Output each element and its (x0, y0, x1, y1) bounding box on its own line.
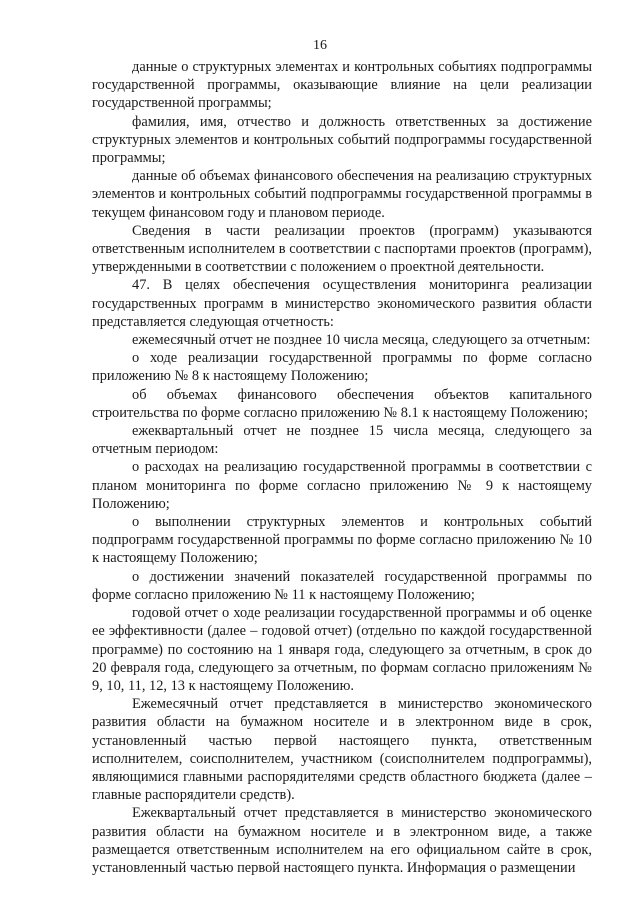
paragraph: Ежемесячный отчет представляется в министерство экономического развития области на бумажном носителе и в электронном виде в срок, установленный частью первой настоящего пункта, ответственным исполнителем, соисполнителем, участником (соисполнителем подпрограммы), являющимися главными распорядителями средств областного бюджета (далее – главные распорядители средств). (92, 696, 592, 804)
paragraph: годовой отчет о ходе реализации государственной программы и об оценке ее эффективности (далее – годовой отчет) (отдельно по каждой государственной программе) по состоянию на 1 января года, следующего за отчетным, в срок до 20 февраля года, следующего за отчетным, по формам согласно приложениям № 9, 10, 11, 12, 13 к настоящему Положению. (92, 605, 592, 694)
paragraph: ежемесячный отчет не позднее 10 числа месяца, следующего за отчетным: (132, 332, 591, 349)
paragraph: данные об объемах финансового обеспечения на реализацию структурных элементов и контрольных событий подпрограммы государственной программы в текущем финансовом году и плановом периоде. (92, 168, 592, 221)
document-body (92, 58, 592, 877)
paragraph: 47. В целях обеспечения осуществления мониторинга реализации государственных программ в министерство экономического развития области представляется следующая отчетность: (92, 277, 592, 330)
paragraph: данные о структурных элементах и контрольных событиях подпрограммы государственной программы, оказывающие влияние на цели реализации государственной программы; (92, 59, 592, 112)
paragraph: об объемах финансового обеспечения объектов капитального строительства по форме согласно приложению № 8.1 к настоящему Положению; (92, 386, 592, 421)
paragraph: о достижении значений показателей государственной программы по форме согласно приложению № 11 к настоящему Положению; (92, 568, 592, 603)
paragraph: о ходе реализации государственной программы по форме согласно приложению № 8 к настоящему Положению; (92, 350, 592, 385)
paragraph: Сведения в части реализации проектов (программ) указываются ответственным исполнителем в соответствии с паспортами проектов (программ), утвержденными в соответствии с положением о проектной деятельности. (92, 222, 592, 276)
paragraph: Ежеквартальный отчет представляется в министерство экономического развития области на бумажном носителе и в электронном виде, а также размещается ответственным исполнителем на его официальном сайте в срок, установленный частью первой настоящего пункта. Информация о размещении (92, 805, 592, 876)
paragraph: ежеквартальный отчет не позднее 15 числа месяца, следующего за отчетным периодом: (92, 423, 592, 458)
page-number: 16 (313, 38, 327, 53)
paragraph: о расходах на реализацию государственной программы в соответствии с планом мониторинга по форме согласно приложению № 9 к настоящему Положению; (92, 459, 592, 512)
paragraph: фамилия, имя, отчество и должность ответственных за достижение структурных элементов и контрольных событий подпрограммы государственной программы; (92, 113, 592, 167)
paragraph: о выполнении структурных элементов и контрольных событий подпрограмм государственной программы по форме согласно приложению № 10 к настоящему Положению; (92, 514, 592, 567)
